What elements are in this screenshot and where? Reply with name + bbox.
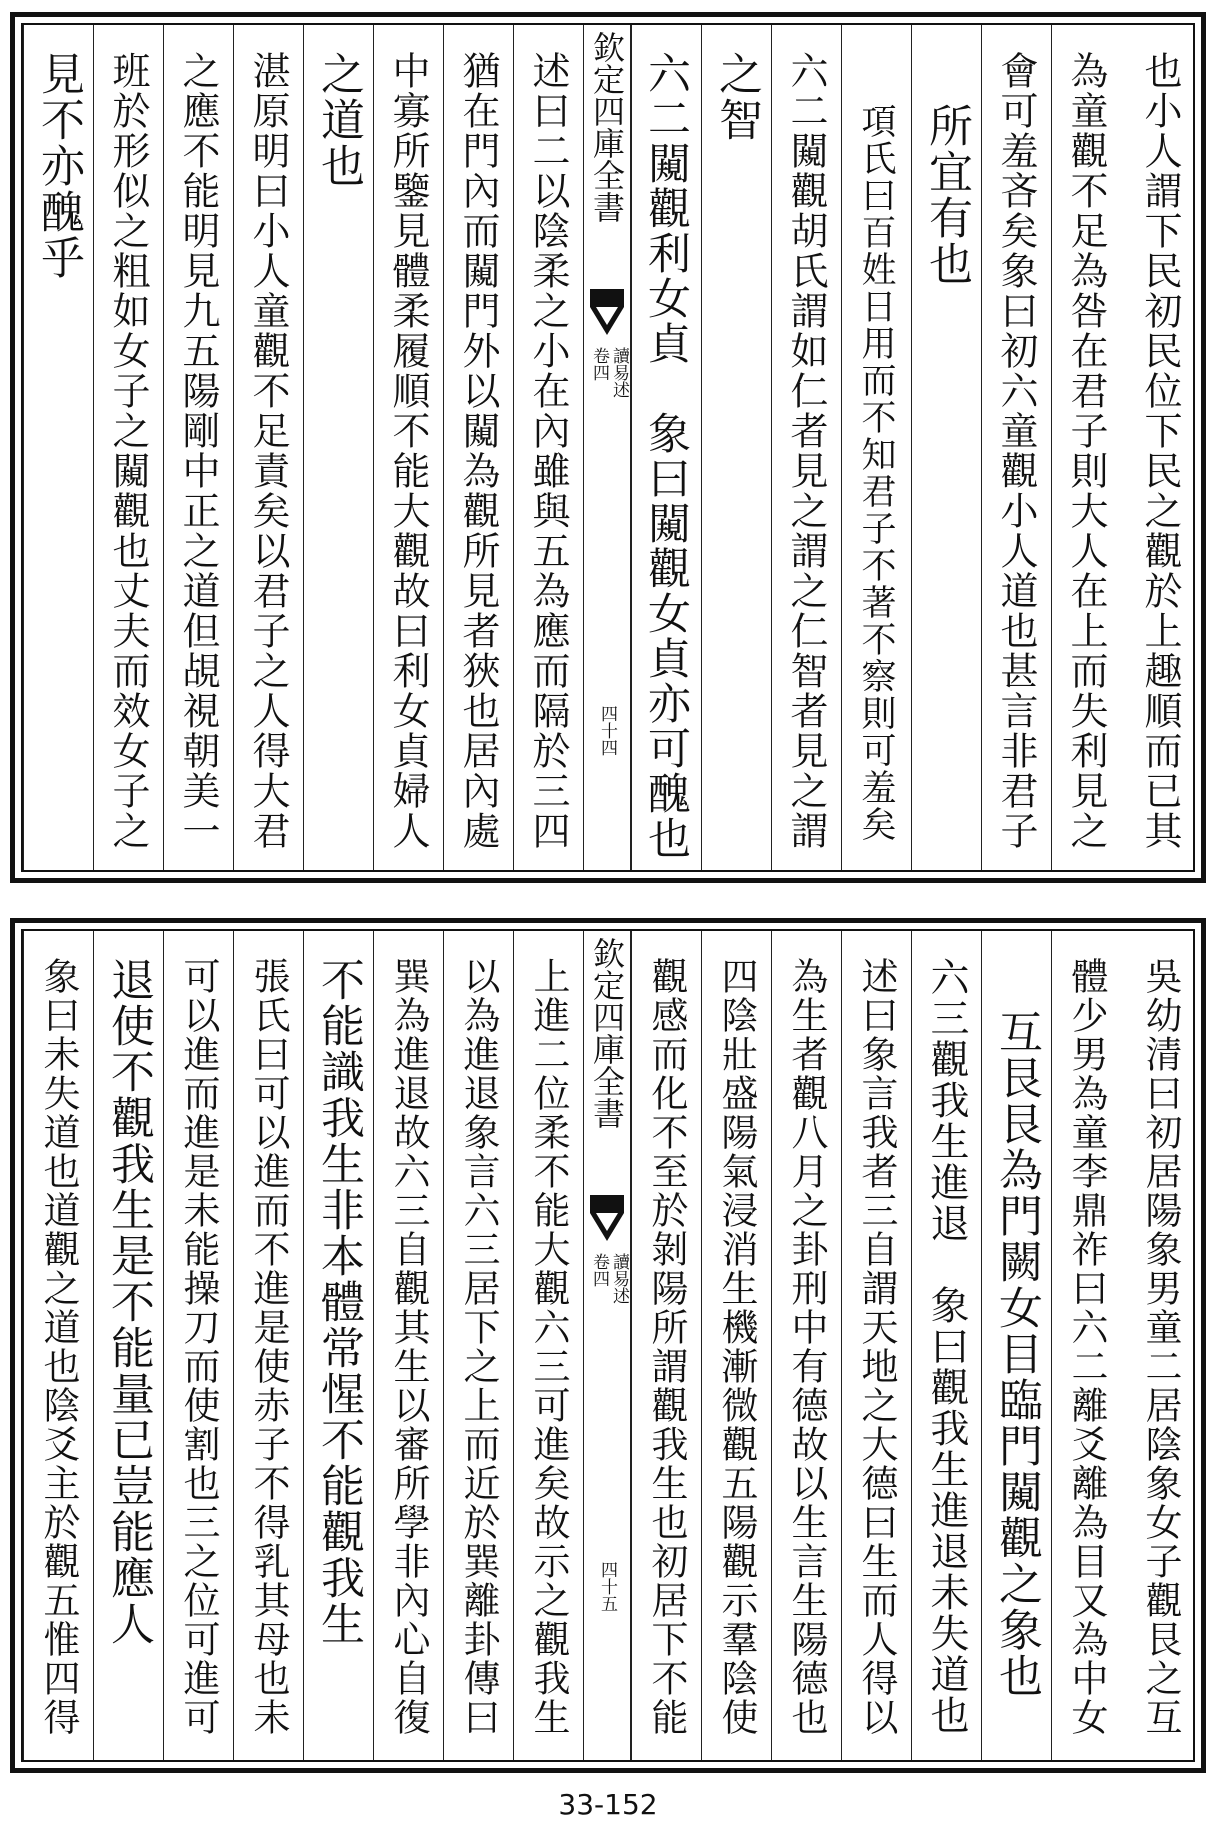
text-line: 述曰二以陰柔之小在內雖與五為應而隔於三四 <box>526 51 570 851</box>
text-line: 觀感而化不至於剝陽所謂觀我生也初居下不能 <box>645 957 688 1737</box>
text-column <box>911 931 981 1760</box>
text-column <box>981 25 1051 870</box>
text-column <box>233 25 303 870</box>
text-column <box>631 25 701 870</box>
text-column <box>443 931 513 1760</box>
text-line: 會可羞吝矣象曰初六童觀小人道也甚言非君子 <box>994 51 1038 851</box>
volume-number: 卷四 <box>589 1253 609 1287</box>
text-column <box>701 931 771 1760</box>
text-line: 所宜有也 <box>921 103 972 287</box>
text-line: 之應不能明見九五陽剛中正之道但覘視朝美一 <box>176 51 220 851</box>
text-column <box>911 25 981 870</box>
text-line: 互艮艮為門闕女目臨門闚觀之象也 <box>991 1009 1042 1699</box>
text-line: 猶在門內而闚門外以闚為觀所見者狹也居內處 <box>456 51 500 851</box>
text-column <box>513 25 583 870</box>
text-line: 六二闚觀利女貞 象曰闚觀女貞亦可醜也 <box>641 51 691 861</box>
book-title: 讀易述 <box>609 347 629 398</box>
volume-number: 卷四 <box>589 347 609 381</box>
text-line: 體少男為童李鼎祚曰六二離爻離為目又為中女 <box>1065 957 1108 1737</box>
text-column <box>841 931 911 1760</box>
upper-page-frame <box>21 23 1195 872</box>
text-line: 象曰未失道也道觀之道也陰爻主於觀五惟四得 <box>37 957 80 1737</box>
text-line: 見不亦醜乎 <box>33 51 84 281</box>
page-number: 四十四 <box>597 705 617 756</box>
text-line: 四陰壯盛陽氣浸消生機漸微觀五陽觀示羣陰使 <box>715 957 758 1737</box>
fishtail-mark-icon <box>590 289 624 335</box>
text-column <box>771 25 841 870</box>
page-number: 四十五 <box>597 1561 617 1612</box>
book-title: 讀易述 <box>609 1253 629 1304</box>
text-column <box>373 25 443 870</box>
fishtail-mark-icon <box>590 1195 624 1241</box>
text-column <box>1121 931 1195 1760</box>
text-line: 可以進而進是未能操刀而使割也三之位可進可 <box>177 957 220 1737</box>
text-line: 述曰象言我者三自謂天地之大德曰生而人得以 <box>855 957 898 1737</box>
text-line: 之道也 <box>313 51 364 189</box>
text-line: 也小人謂下民初民位下民之觀於上趣順而已其 <box>1138 51 1182 851</box>
text-column <box>373 931 443 1760</box>
text-column <box>841 25 911 870</box>
text-line: 中寡所鑒見體柔履順不能大觀故曰利女貞婦人 <box>386 51 430 851</box>
text-line: 六三觀我生進退 象曰觀我生進退未失道也 <box>924 957 969 1736</box>
text-line: 吳幼清曰初居陽象男童二居陰象女子觀艮之互 <box>1139 957 1182 1737</box>
text-column <box>981 931 1051 1760</box>
text-column <box>163 25 233 870</box>
lower-page <box>10 918 1206 1773</box>
text-line: 班於形似之粗如女子之闚觀也丈夫而效女子之 <box>106 51 150 851</box>
text-line: 之智 <box>711 51 762 143</box>
text-column <box>1051 25 1121 870</box>
text-line: 上進二位柔不能大觀六三可進矣故示之觀我生 <box>527 957 570 1737</box>
center-fold <box>583 931 631 1760</box>
center-fold <box>583 25 631 870</box>
text-line: 為生者觀八月之卦刑中有德故以生言生陽德也 <box>785 957 828 1737</box>
text-column <box>513 931 583 1760</box>
text-column <box>163 931 233 1760</box>
text-line: 為童觀不足為咎在君子則大人在上而失利見之 <box>1064 51 1108 851</box>
text-column <box>771 931 841 1760</box>
lower-page-frame <box>21 929 1195 1762</box>
text-line: 以為進退象言六三居下之上而近於巽離卦傳曰 <box>457 957 500 1737</box>
text-line: 不能識我生非本體常惺不能觀我生 <box>313 957 364 1647</box>
text-column <box>701 25 771 870</box>
text-column <box>93 931 163 1760</box>
upper-page <box>10 12 1206 883</box>
text-column <box>303 25 373 870</box>
text-column <box>1121 25 1195 870</box>
text-line: 巽為進退故六三自觀其生以審所學非內心自復 <box>387 957 430 1737</box>
text-column <box>1051 931 1121 1760</box>
text-column <box>303 931 373 1760</box>
text-column <box>631 931 701 1760</box>
text-column <box>233 931 303 1760</box>
plate-number: 33-152 <box>558 1788 658 1821</box>
book-series-title: 欽定四庫全書 <box>588 937 626 1129</box>
text-column <box>443 25 513 870</box>
text-column <box>93 25 163 870</box>
text-column <box>23 931 93 1760</box>
book-series-title: 欽定四庫全書 <box>588 31 626 223</box>
text-line: 退使不觀我生是不能量已豈能應人 <box>103 957 154 1647</box>
text-line: 六二闚觀胡氏謂如仁者見之謂之仁智者見之謂 <box>784 51 828 851</box>
text-line: 張氏曰可以進而不進是使赤子不得乳其母也未 <box>247 957 290 1737</box>
text-line: 湛原明曰小人童觀不足責矣以君子之人得大君 <box>246 51 290 851</box>
text-column <box>23 25 93 870</box>
text-line: 項氏曰百姓日用而不知君子不著不察則可羞矣 <box>856 103 896 843</box>
